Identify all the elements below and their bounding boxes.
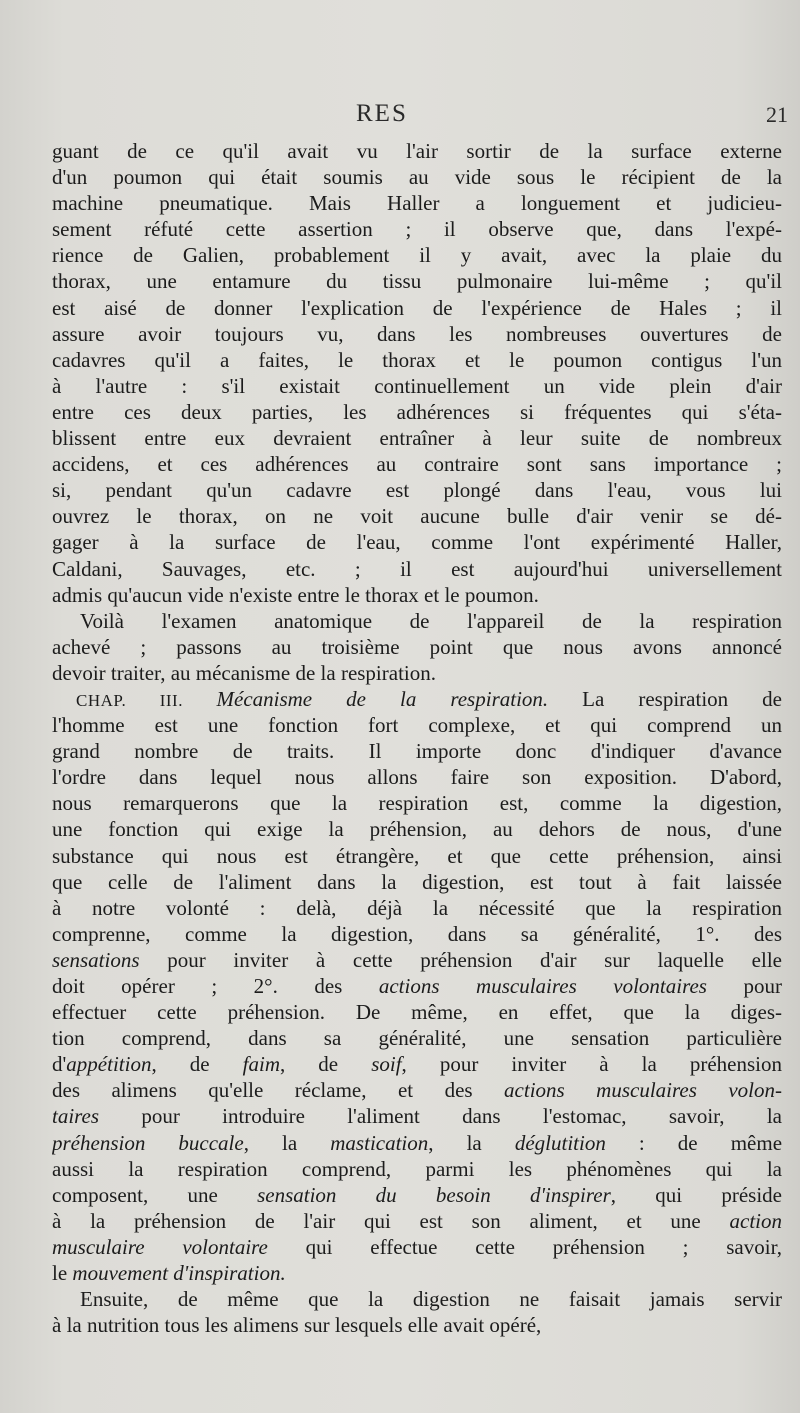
text-run: substance qui nous est étrangère, et que cette préhension, ainsi [52, 843, 782, 868]
text-line [52, 1156, 782, 1182]
italic-text: mastication [330, 1130, 429, 1155]
text-line [52, 399, 782, 425]
text-line [52, 1051, 782, 1077]
text-run: sement réfuté cette assertion ; il observe que, dans l'expé- [52, 217, 782, 242]
text-run: guant de ce qu'il avait vu l'air sortir de la surface externe [52, 139, 782, 163]
text-run: nous remarquerons que la respiration est, comme la digestion, [52, 791, 782, 816]
italic-text: déglutition [514, 1130, 606, 1155]
text-line [52, 556, 782, 582]
text-line [52, 295, 782, 321]
text-line [52, 582, 782, 608]
text-line [52, 347, 782, 373]
italic-text: actions musculaires volontaires [378, 974, 707, 998]
text-line [52, 425, 782, 451]
text-run: , qui préside [610, 1182, 782, 1207]
text-line [52, 790, 782, 816]
text-run: tion comprend, dans sa généralité, une sensation particulière [52, 1026, 782, 1051]
text-line [52, 947, 782, 973]
page-number: 21 [766, 102, 788, 127]
text-line [52, 738, 782, 764]
text-line [52, 164, 782, 190]
text-line [52, 895, 782, 921]
text-run: à la préhension de l'air qui est son aliment, et une [52, 1208, 730, 1233]
text-run: qui effectue cette préhension ; savoir, [267, 1234, 782, 1259]
text-run: accidens, et ces adhérences au contraire sont sans importance ; [52, 452, 782, 477]
text-run: est aisé de donner l'explication de l'expérience de Hales ; il [52, 295, 782, 320]
text-run: pour inviter à cette préhension d'air sur laquelle elle [139, 947, 782, 972]
text-run: doit opérer ; 2°. des [52, 974, 379, 998]
body-text [52, 138, 782, 1338]
italic-text: sensations [52, 947, 140, 972]
text-run: cadavres qu'il a faites, le thorax et le poumon contigus l'un [52, 347, 782, 372]
text-run: comprenne, comme la digestion, dans sa généralité, 1°. des [52, 921, 782, 946]
text-line [52, 1025, 782, 1051]
text-line [52, 921, 782, 947]
text-run: si, pendant qu'un cadavre est plongé dans l'eau, vous lui [52, 478, 782, 503]
text-run: grand nombre de traits. Il importe donc d'indiquer d'avance [52, 739, 782, 764]
text-line [52, 1130, 782, 1156]
text-line [52, 1260, 782, 1286]
text-run: composent, une [52, 1182, 258, 1207]
text-run: , la [243, 1130, 331, 1155]
text-run: des alimens qu'elle réclame, et des [52, 1078, 505, 1103]
text-run: pour introduire l'aliment dans l'estomac, savoir, la [99, 1104, 782, 1129]
text-line [52, 451, 782, 477]
text-run: pour [706, 974, 782, 998]
text-line [52, 869, 782, 895]
italic-text: faim [242, 1052, 280, 1077]
text-run: achevé ; passons au troisième point que nous avons annoncé [52, 634, 782, 659]
text-line [52, 1208, 782, 1234]
text-line [52, 1182, 782, 1208]
text-run: gager à la surface de l'eau, comme l'ont expérimenté Haller, [52, 530, 782, 555]
chapter-label: CHAP. III. [76, 690, 217, 710]
text-line [52, 608, 782, 634]
text-run: , de [151, 1052, 243, 1077]
text-line [52, 1312, 782, 1338]
text-run: entre ces deux parties, les adhérences si fréquentes qui s'éta- [52, 399, 782, 424]
text-line [52, 712, 782, 738]
text-run: , pour inviter à la préhension [401, 1052, 782, 1077]
text-run: l'ordre dans lequel nous allons faire son exposition. D'abord, [52, 765, 782, 790]
text-line [52, 321, 782, 347]
text-line [52, 138, 782, 164]
text-run: rience de Galien, probablement il y avait, avec la plaie du [52, 243, 782, 268]
text-run: effectuer cette préhension. De même, en effet, que la diges- [52, 1000, 782, 1025]
page-header [0, 100, 800, 132]
italic-text: préhension buccale [52, 1130, 244, 1155]
text-line [52, 477, 782, 503]
text-line [52, 216, 782, 242]
text-line [52, 973, 782, 999]
running-head: RES [356, 100, 408, 127]
text-run: La respiration de [548, 686, 782, 711]
text-line [52, 1077, 782, 1103]
text-run: Ensuite, de même que la digestion ne faisait jamais servir [80, 1287, 782, 1312]
text-run: d' [52, 1052, 67, 1077]
text-line [52, 190, 782, 216]
text-line [52, 660, 782, 686]
text-run: à la nutrition tous les alimens sur lesquels elle avait opéré, [52, 1313, 542, 1338]
italic-text: actions musculaires volon- [504, 1078, 782, 1103]
italic-text: appétition [66, 1052, 152, 1077]
text-line [52, 268, 782, 294]
text-run: machine pneumatique. Mais Haller a longuement et judicieu- [52, 191, 782, 216]
text-run: ouvrez le thorax, on ne voit aucune bulle d'air venir se dé- [52, 504, 782, 529]
text-run: l'homme est une fonction fort complexe, et qui comprend un [52, 713, 782, 738]
text-run: , la [428, 1130, 515, 1155]
text-run: admis qu'aucun vide n'existe entre le thorax et le poumon. [52, 582, 539, 607]
text-run: que celle de l'aliment dans la digestion, est tout à fait laissée [52, 869, 782, 894]
text-run: devoir traiter, au mécanisme de la respiration. [52, 660, 436, 685]
text-line [52, 1234, 782, 1260]
text-line [52, 1103, 782, 1129]
text-line [52, 686, 782, 712]
text-run: d'un poumon qui était soumis au vide sous le récipient de la [52, 165, 782, 190]
text-run: : de même [605, 1130, 782, 1155]
text-run: à l'autre : s'il existait continuellement un vide plein d'air [52, 373, 782, 398]
text-run: le [52, 1261, 73, 1286]
italic-text: taires [52, 1104, 100, 1129]
text-run: aussi la respiration comprend, parmi les phénomènes qui la [52, 1156, 782, 1181]
text-line [52, 764, 782, 790]
text-run: thorax, une entamure du tissu pulmonaire lui-même ; qu'il [52, 269, 782, 294]
text-line [52, 529, 782, 555]
italic-text: musculaire volontaire [52, 1234, 268, 1259]
italic-text: sensation du besoin d'inspirer [257, 1182, 611, 1207]
text-run: , de [280, 1052, 372, 1077]
text-line [52, 373, 782, 399]
italic-text: soif [371, 1052, 402, 1077]
text-line [52, 503, 782, 529]
text-run: Voilà l'examen anatomique de l'appareil de la respiration [80, 608, 782, 633]
text-run: blissent entre eux devraient entraîner à leur suite de nombreux [52, 426, 782, 451]
italic-text: action [729, 1208, 782, 1233]
italic-text: mouvement d'inspiration. [72, 1261, 286, 1286]
text-run: assure avoir toujours vu, dans les nombreuses ouvertures de [52, 321, 782, 346]
text-line [52, 816, 782, 842]
italic-text: Mécanisme de la respiration. [216, 686, 549, 711]
text-run: une fonction qui exige la préhension, au dehors de nous, d'une [52, 817, 782, 842]
text-line [52, 242, 782, 268]
text-run: à notre volonté : delà, déjà la nécessité que la respiration [52, 895, 782, 920]
text-line [52, 634, 782, 660]
text-line [52, 999, 782, 1025]
text-line [52, 1286, 782, 1312]
text-line [52, 843, 782, 869]
text-run: Caldani, Sauvages, etc. ; il est aujourd'hui universellement [52, 556, 782, 581]
